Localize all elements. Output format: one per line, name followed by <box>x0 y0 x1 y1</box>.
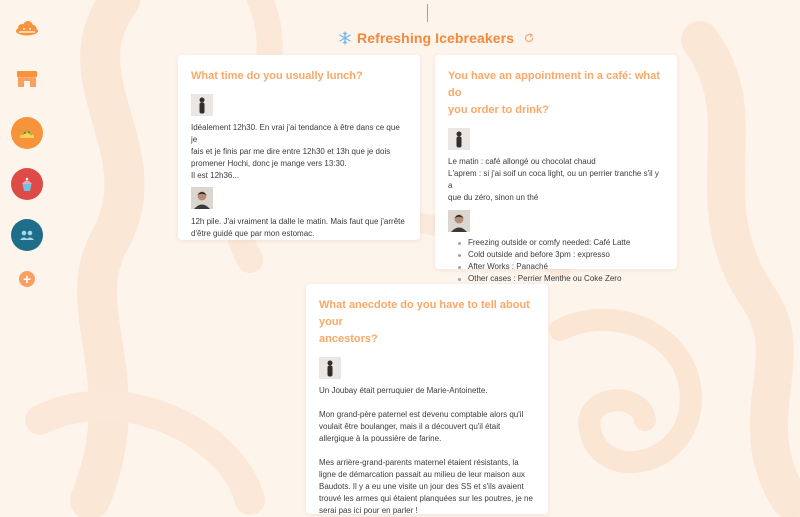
card-question: What time do you usually lunch? <box>191 70 363 82</box>
person-portrait-avatar <box>191 187 213 209</box>
refresh-icon[interactable] <box>524 33 534 43</box>
avatar <box>448 128 470 150</box>
page-title: Refreshing Icebreakers <box>357 30 515 46</box>
avatar <box>191 187 213 209</box>
answer-text: Idéalement 12h30. En vrai j'ai tendance à être dans ce que je fais et je finis par me dire entre 12h30 et 13h que je dois promener Hochi, donc je mange vers 13:30. Il est 12h36... <box>191 123 400 180</box>
list-item: Other cases : Perrier Menthe ou Coke Zero <box>468 273 664 285</box>
channel-cupcake[interactable] <box>11 168 43 200</box>
people-icon <box>19 229 35 241</box>
person-standing-avatar <box>448 128 470 150</box>
answer-text: 12h pile. J'ai vraiment la dalle le matin. Mais faut que j'arrête d'être guidé que par mon estomac. <box>191 217 405 238</box>
card-question: What anecdote do you have to tell about your ancestors? <box>319 299 530 345</box>
snowflake-icon <box>338 31 352 45</box>
plus-icon[interactable]: + <box>19 271 35 287</box>
channel-taco[interactable] <box>11 117 43 149</box>
answer-text: Le matin : café allongé ou chocolat chaud L'aprem : si j'ai soif un coca light, ou un perrier tranche s'il y a que du zéro, sinon un thé <box>448 157 659 202</box>
page-header <box>338 29 534 47</box>
person-standing-avatar <box>319 357 341 379</box>
person-portrait-avatar <box>448 210 470 232</box>
shop-icon[interactable] <box>16 68 38 88</box>
list-item: Cold outside and before 3pm : expresso <box>468 249 664 261</box>
avatar <box>319 357 341 379</box>
avatar <box>191 94 213 116</box>
top-divider <box>427 4 428 22</box>
icebreaker-card-cafe <box>435 55 677 283</box>
cloud-logo-icon[interactable] <box>15 20 39 36</box>
sidebar <box>0 0 54 500</box>
answer-list <box>448 237 664 285</box>
taco-icon <box>18 126 36 140</box>
list-item: After Works : Panaché <box>468 261 664 273</box>
avatar <box>448 210 470 232</box>
cupcake-icon <box>19 176 35 192</box>
person-standing-avatar <box>191 94 213 116</box>
list-item: Freezing outside or comfy needed: Café Latte <box>468 237 664 249</box>
channel-people[interactable] <box>11 219 43 251</box>
answer-text: Un Joubay était perruquier de Marie-Antoinette. Mon grand-père paternel est devenu comptable alors qu'il voulait être boulanger, mais il a découvert qu'il était allergique à la poussière de farine. Mes arrière-grand-parents maternel étaient résistants, la ligne de démarcation passait au milieu de leur maison aux Baudots. Il y a eu une visite un jour des SS et s'ils avaient trouvé les armes qui étaient planquées sur les poutres, je ne serai pas ici pour en parler ! <box>319 386 533 515</box>
icebreaker-card-lunch <box>178 55 420 240</box>
icebreaker-card-ancestors <box>306 284 548 514</box>
card-question: You have an appointment in a café: what do you order to drink? <box>448 70 660 116</box>
